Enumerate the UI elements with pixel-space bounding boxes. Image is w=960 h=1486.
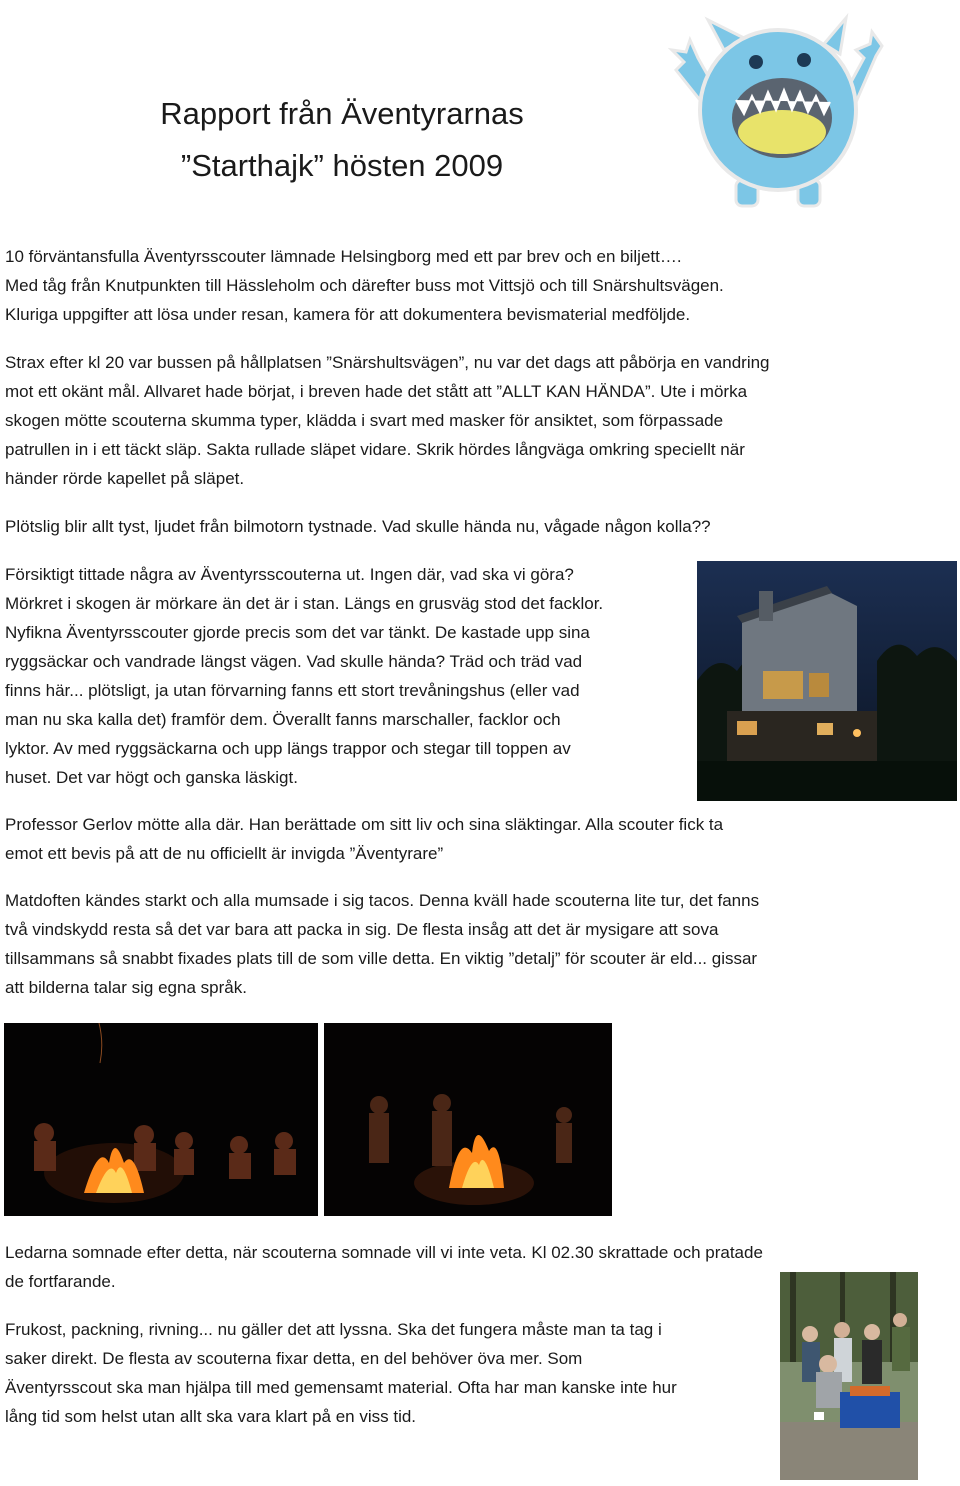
text-line: Försiktigt tittade några av Äventyrsscouterna ut. Ingen där, vad ska vi göra? [5,565,574,584]
text-line: skogen mötte scouterna skumma typer, klädda i svart med masker för ansiktet, som förpassade [5,411,724,430]
text-line: Frukost, packning, rivning... nu gäller det att lyssna. Ska det fungera måste man ta tag i [5,1320,662,1339]
text-line: Kluriga uppgifter att lösa under resan, kamera för att dokumentera bevismaterial medföljde. [5,305,691,324]
text-line: saker direkt. De flesta av scouterna fixar detta, en del behöver öva mer. Som [5,1349,583,1368]
paragraph-night [5,1238,763,1296]
text-line: de fortfarande. [5,1272,116,1291]
text-line: Professor Gerlov mötte alla där. Han berättade om sitt liv och sina släktingar. Alla scouter fick ta [5,815,724,834]
text-line: 10 förväntansfulla Äventyrsscouter lämnade Helsingborg med ett par brev och en biljett…. [5,247,682,266]
text-line: finns här... plötsligt, ja utan förvarning fanns ett stort trevåningshus (eller vad [5,681,580,700]
text-line: huset. Det var högt och ganska läskigt. [5,768,298,787]
text-line: mot ett okänt mål. Allvaret hade börjat, i breven hade det stått att ”ALLT KAN HÄNDA”. Ute i mörka [5,382,748,401]
campfire-photo-2 [324,1023,612,1216]
paragraph-forest [5,560,603,792]
text-line: Plötslig blir allt tyst, ljudet från bilmotorn tystnade. Vad skulle hända nu, vågade någon kolla?? [5,517,711,536]
paragraph-professor [5,810,723,868]
campfire-photo-1 [4,1023,318,1216]
paragraph-breakfast [5,1315,677,1431]
breakfast-photo [780,1272,918,1480]
text-line: Strax efter kl 20 var bussen på hållplatsen ”Snärshultsvägen”, nu var det dags att påbörja en vandring [5,353,770,372]
text-line: att bilderna talar sig egna språk. [5,978,247,997]
paragraph-bus-stop [5,348,770,493]
text-line: Äventyrsscout ska man hjälpa till med gemensamt material. Ofta har man kanske inte hur [5,1378,677,1397]
title-line-1: Rapport från Äventyrarnas [160,96,524,131]
text-line: ryggsäckar och vandrade längst vägen. Vad skulle hända? Träd och träd vad [5,652,583,671]
text-line: lyktor. Av med ryggsäckarna och upp längs trappor och stegar till toppen av [5,739,571,758]
text-line: emot ett bevis på att de nu officiellt är invigda ”Äventyrare” [5,844,444,863]
text-line: patrullen in i ett täckt släp. Sakta rullade släpet vidare. Skrik hördes långväga omkring speciellt när [5,440,745,459]
text-line: Ledarna somnade efter detta, när scouterna somnade vill vi inte veta. Kl 02.30 skrattade och pratade [5,1243,763,1262]
text-line: två vindskydd resta så det var bara att packa in sig. De flesta insåg att det är mysigare att sova [5,920,719,939]
paragraph-dinner [5,886,759,1002]
text-line: Med tåg från Knutpunkten till Hässleholm och därefter buss mot Vittsjö och till Snärshultsvägen. [5,276,724,295]
mascot-patch-image [664,10,892,210]
text-line: Nyfikna Äventyrsscouter gjorde precis som det var tänkt. De kastade upp sina [5,623,590,642]
title-line-2: ”Starthajk” hösten 2009 [180,148,504,183]
text-line: lång tid som helst utan allt ska vara klart på en viss tid. [5,1407,417,1426]
house-night-photo [697,561,957,801]
text-line: Mörkret i skogen är mörkare än det är i stan. Längs en grusväg stod det facklor. [5,594,604,613]
text-line: man nu ska kalla det) framför dem. Överallt fanns marschaller, facklor och [5,710,561,729]
paragraph-journey [5,242,724,329]
text-line: händer rörde kapellet på släpet. [5,469,245,488]
text-line: Matdoften kändes starkt och alla mumsade i sig tacos. Denna kväll hade scouterna lite tur, det fanns [5,891,760,910]
text-line: tillsammans så snabbt fixades plats till de som ville detta. En viktig ”detalj” för scouter är eld... gissar [5,949,758,968]
paragraph-silence [5,512,711,541]
